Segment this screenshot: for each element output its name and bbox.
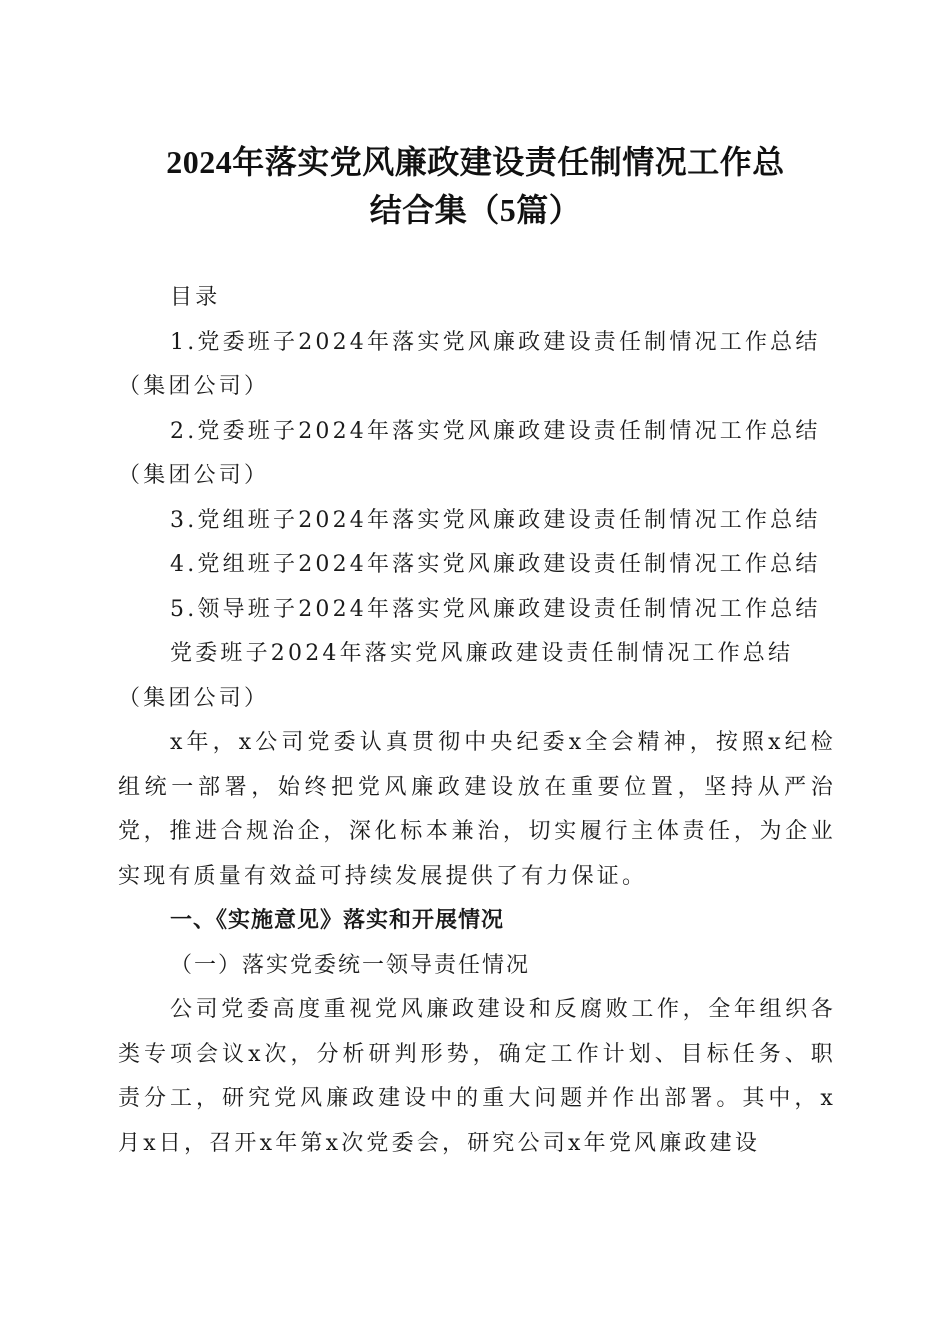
toc-item-4: 4.党组班子2024年落实党风廉政建设责任制情况工作总结 bbox=[170, 552, 821, 577]
section-heading-1: 一、《实施意见》落实和开展情况 bbox=[170, 908, 505, 933]
document-title-line-1: 2024年落实党风廉政建设责任制情况工作总 bbox=[166, 144, 785, 180]
toc-item-2-continuation: （集团公司） bbox=[118, 463, 270, 488]
intro-paragraph: x年，x公司党委认真贯彻中央纪委x全会精神，按照x纪检组统一部署，始终把党风廉政建设放在重要位置，坚持从严治党，推进合规治企，深化标本兼治，切实履行主体责任，为企业实现有质量有效益可持续发展提供了有力保证。 bbox=[118, 730, 836, 889]
toc-item-3: 3.党组班子2024年落实党风廉政建设责任制情况工作总结 bbox=[170, 507, 821, 533]
toc-item-2: 2.党委班子2024年落实党风廉政建设责任制情况工作总结 bbox=[170, 418, 821, 444]
toc-item-5: 5.领导班子2024年落实党风廉政建设责任制情况工作总结 bbox=[170, 596, 821, 622]
subsection-1-paragraph: 公司党委高度重视党风廉政建设和反腐败工作，全年组织各类专项会议x次，分析研判形势，确定工作计划、目标任务、职责分工，研究党风廉政建设中的重大问题并作出部署。其中，x月x日，召开x年第x次党委会，研究公司x年党风廉政建设 bbox=[118, 997, 836, 1156]
subsection-heading-1: （一）落实党委统一领导责任情况 bbox=[170, 952, 531, 978]
document-title bbox=[118, 138, 833, 234]
document-body bbox=[118, 276, 836, 1166]
article-title: 党委班子2024年落实党风廉政建设责任制情况工作总结 bbox=[170, 641, 794, 666]
article-title-continuation: （集团公司） bbox=[118, 685, 270, 711]
document-title-line-2: 结合集（5篇） bbox=[369, 192, 582, 228]
toc-heading: 目录 bbox=[170, 285, 221, 310]
toc-item-1-continuation: （集团公司） bbox=[118, 374, 270, 399]
toc-item-1: 1.党委班子2024年落实党风廉政建设责任制情况工作总结 bbox=[170, 329, 821, 355]
